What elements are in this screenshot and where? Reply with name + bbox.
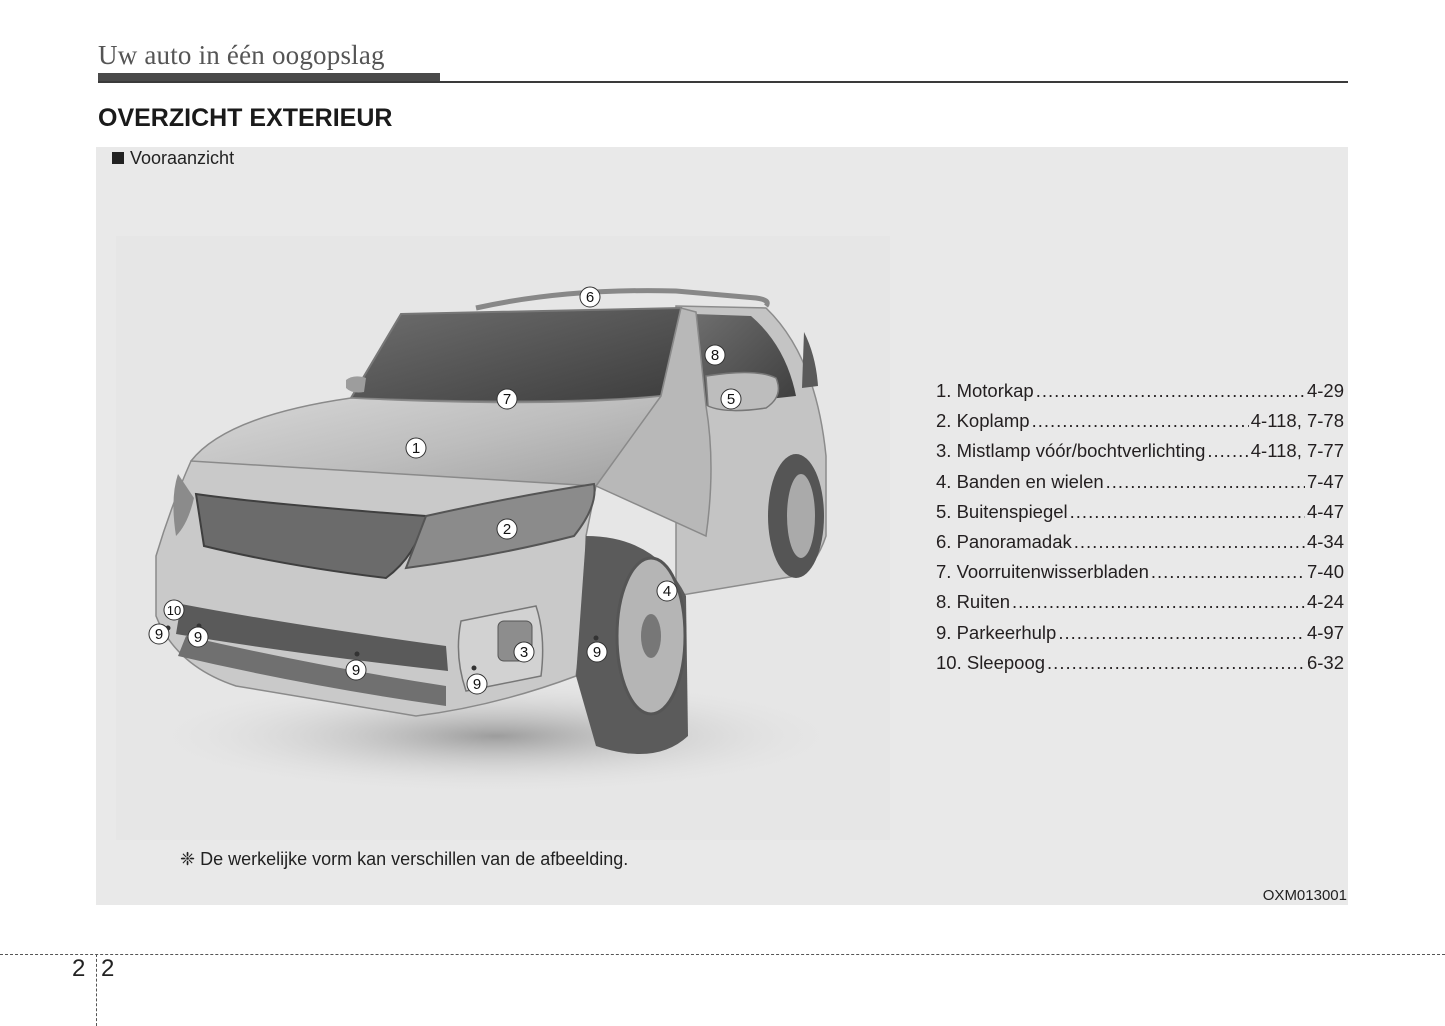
part-page-ref: 4-47 [1306, 500, 1344, 522]
svg-text:9: 9 [472, 676, 482, 693]
square-bullet-icon [112, 152, 124, 164]
part-page-ref: 4-118, 7-77 [1250, 440, 1344, 462]
svg-text:10: 10 [166, 603, 182, 618]
callout-2 [497, 519, 517, 539]
callout-9 [188, 627, 208, 647]
svg-text:7: 7 [502, 391, 512, 408]
page-chapter-number: 2 [72, 955, 86, 982]
list-item [936, 622, 1344, 652]
callout-1 [406, 438, 426, 458]
svg-text:5: 5 [726, 391, 736, 408]
view-label [112, 148, 234, 169]
page-number: 2 [101, 955, 115, 982]
callout-6 [580, 287, 600, 307]
parts-list [936, 380, 1344, 682]
list-item [936, 440, 1344, 470]
callout-9 [587, 642, 607, 662]
svg-text:9: 9 [154, 626, 164, 643]
svg-text:4: 4 [662, 583, 672, 600]
part-label: 5. Buitenspiegel [936, 500, 1068, 522]
header-rule [98, 81, 1348, 83]
callout-9 [346, 660, 366, 680]
footer-dashed-rule [0, 954, 1445, 955]
part-label: 8. Ruiten [936, 591, 1011, 613]
svg-text:2: 2 [502, 521, 512, 538]
svg-text:8: 8 [710, 347, 720, 364]
footer-dashed-divider [96, 954, 97, 1026]
dot-leader [1047, 652, 1305, 674]
view-label-text: Vooraanzicht [130, 148, 235, 168]
dot-leader [1151, 561, 1305, 583]
svg-text:9: 9 [193, 629, 203, 646]
dot-leader [1106, 471, 1305, 493]
part-label: 3. Mistlamp vóór/bochtverlichting [936, 440, 1206, 462]
callout-5 [721, 389, 741, 409]
part-label: 10. Sleepoog [936, 651, 1046, 673]
part-page-ref: 4-29 [1306, 380, 1344, 401]
svg-text:9: 9 [351, 662, 361, 679]
callout-8 [705, 345, 725, 365]
part-page-ref: 4-118, 7-78 [1250, 410, 1344, 432]
callout-4 [657, 581, 677, 601]
dot-leader [1036, 380, 1305, 402]
list-item [936, 561, 1344, 591]
svg-text:1: 1 [411, 440, 421, 457]
car-front-illustration [116, 236, 890, 840]
list-item [936, 501, 1344, 531]
dot-leader [1032, 410, 1249, 432]
callout-3 [514, 642, 534, 662]
dot-leader [1207, 440, 1248, 462]
part-page-ref: 6-32 [1306, 651, 1344, 673]
list-item [936, 471, 1344, 501]
list-item [936, 591, 1344, 621]
list-item [936, 652, 1344, 682]
part-label: 7. Voorruitenwisserbladen [936, 561, 1149, 583]
part-label: 6. Panoramadak [936, 530, 1072, 552]
svg-text:6: 6 [585, 289, 595, 306]
figure-note: ❈ De werkelijke vorm kan verschillen van de afbeelding. [180, 849, 629, 869]
part-label: 9. Parkeerhulp [936, 621, 1057, 643]
part-label: 4. Banden en wielen [936, 470, 1104, 492]
figure-code: OXM013001 [1262, 887, 1347, 904]
part-page-ref: 7-47 [1306, 470, 1344, 492]
callout-10 [164, 600, 184, 620]
chapter-title: Uw auto in één oogopslag [98, 40, 385, 70]
list-item [936, 531, 1344, 561]
dot-leader [1012, 591, 1305, 613]
dot-leader [1070, 501, 1305, 523]
callout-7 [497, 389, 517, 409]
part-page-ref: 4-24 [1306, 591, 1344, 613]
part-page-ref: 7-40 [1306, 561, 1344, 583]
callout-9 [149, 624, 169, 644]
dot-leader [1074, 531, 1305, 553]
dot-leader [1058, 622, 1305, 644]
callout-9 [467, 674, 487, 694]
section-title: OVERZICHT EXTERIEUR [98, 104, 393, 132]
svg-text:9: 9 [592, 644, 602, 661]
svg-text:3: 3 [519, 644, 529, 661]
part-label: 2. Koplamp [936, 410, 1030, 432]
list-item [936, 380, 1344, 410]
list-item [936, 410, 1344, 440]
part-page-ref: 4-97 [1306, 621, 1344, 643]
header-rule-accent [98, 73, 440, 81]
part-page-ref: 4-34 [1306, 530, 1344, 552]
part-label: 1. Motorkap [936, 380, 1034, 401]
